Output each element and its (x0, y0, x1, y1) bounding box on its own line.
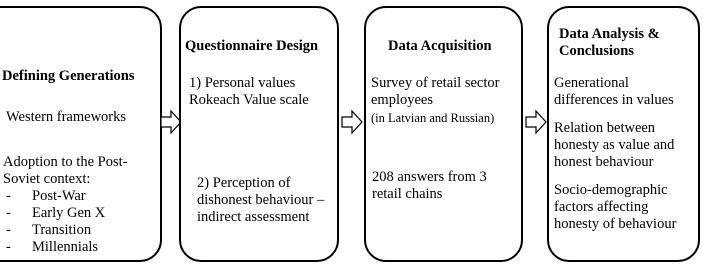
box-item-generational: Generational (554, 75, 629, 91)
box-item-factors: factors affecting (554, 199, 649, 215)
box-item-answers: 208 answers from 3 (372, 169, 487, 185)
box-title-cont: Conclusions (559, 43, 634, 59)
box-item-personal-values: 1) Personal values (189, 75, 296, 91)
box-item-perception: 2) Perception of (197, 175, 291, 191)
box-item-languages: (in Latvian and Russian) (371, 111, 495, 125)
box-item-dishonest: dishonest behaviour – (197, 192, 325, 208)
box-defining-generations (0, 6, 162, 262)
box-item-rokeach: Rokeach Value scale (189, 92, 309, 108)
box-item-honesty-behaviour: honesty of behaviour (554, 216, 677, 232)
box-data-analysis (547, 6, 700, 262)
box-title: Data Acquisition (388, 38, 492, 54)
box-item-adoption: Adoption to the Post- (3, 154, 128, 170)
arrow-right-icon (525, 109, 547, 135)
box-item-socio: Socio-demographic (554, 182, 668, 198)
generation-item: - Early Gen X (2, 205, 105, 222)
box-item-honesty-value: honesty as value and (554, 137, 675, 153)
box-title: Questionnaire Design (185, 38, 319, 54)
box-item-survey: Survey of retail sector (371, 75, 500, 91)
generation-list (2, 188, 105, 256)
arrow-right-icon (341, 109, 363, 135)
box-title: Data Analysis & (559, 26, 660, 42)
box-item-relation: Relation between (554, 120, 656, 136)
generation-item: - Transition (2, 222, 105, 239)
generation-item: - Millennials (2, 239, 105, 256)
box-item-western-frameworks: Western frameworks (6, 109, 127, 125)
box-item-adoption-cont: Soviet context: (3, 171, 91, 187)
box-item-employees: employees (371, 92, 434, 108)
box-title: Defining Generations (2, 68, 135, 84)
box-item-retail-chains: retail chains (372, 186, 443, 202)
box-item-indirect: indirect assessment (197, 209, 310, 225)
generation-item: - Post-War (2, 188, 105, 205)
box-item-differences: differences in values (554, 92, 674, 108)
box-item-honest-behaviour: honest behaviour (554, 154, 654, 170)
box-questionnaire-design (179, 6, 339, 262)
box-data-acquisition (364, 6, 523, 262)
